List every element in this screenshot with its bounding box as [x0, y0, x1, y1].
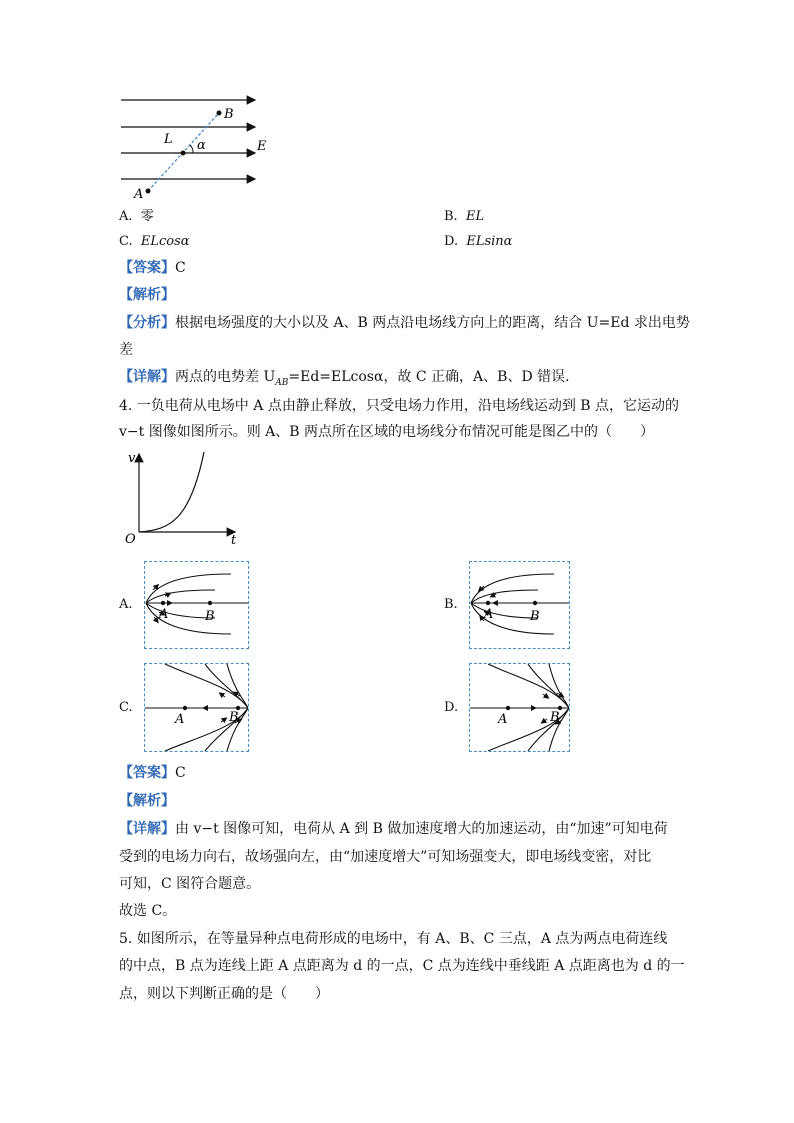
point-a-label: A [498, 712, 508, 727]
q3-fenxi [119, 313, 690, 333]
label-b: B [224, 107, 234, 122]
q3-option-c [119, 233, 190, 251]
q4-option-c-letter: C. [119, 700, 133, 715]
option-text: EL [465, 209, 485, 224]
vt-graph [120, 450, 250, 546]
point-b-label: B [229, 710, 239, 725]
q3-fenxi-cont: 差 [119, 342, 133, 358]
option-text: 零 [140, 209, 154, 224]
label-e: E [257, 139, 267, 154]
label-l: L [164, 132, 173, 147]
label-alpha: α [197, 138, 206, 153]
q3-analysis-heading [119, 285, 175, 305]
analysis-tag: 【解析】 [119, 793, 175, 809]
option-text: ELsinα [466, 234, 513, 249]
answer-value: C [175, 765, 186, 781]
label-a: A [134, 187, 144, 202]
analysis-tag: 【解析】 [119, 287, 175, 303]
q3-option-a [119, 208, 154, 226]
detail-text: 由 v−t 图像可知，电荷从 A 到 B 做加速度增大的加速运动，由“加速”可知电荷 [175, 821, 668, 837]
point-mid [181, 151, 186, 156]
q4-analysis-heading [119, 791, 175, 811]
q4-stem-1: 4. 一负电荷从电场中 A 点由静止释放，只受电场力作用，沿电场线运动到 B 点，它运动的 [119, 398, 680, 414]
q4-option-a-letter: A. [119, 597, 133, 612]
vt-curve [139, 452, 204, 532]
option-letter: B. [444, 209, 458, 224]
answer-value: C [175, 260, 186, 276]
point-a [146, 189, 151, 194]
q4-option-b-box [469, 561, 570, 649]
angle-arc [190, 145, 193, 153]
q3-answer [119, 258, 186, 278]
q4-detail-3: 可知，C 图符合题意。 [119, 876, 261, 892]
q3-option-b [444, 208, 484, 226]
q4-conclusion: 故选 C。 [119, 903, 177, 919]
detail-pre: 两点的电势差 U [175, 369, 276, 385]
q4-option-d-box [469, 663, 570, 752]
q4-option-b-letter: B. [444, 597, 458, 612]
uniform-field-figure [115, 92, 275, 202]
point-b [217, 111, 222, 116]
q5-stem-1: 5. 如图所示，在等量异种点电荷形成的电场中，有 A、B、C 三点，A 点为两点电荷连线 [119, 931, 668, 947]
point-a-label: A [484, 607, 494, 622]
option-letter: A. [119, 209, 133, 224]
q4-stem-2: v−t 图像如图所示。则 A、B 两点所在区域的电场线分布情况可能是图乙中的（ ） [119, 424, 655, 440]
q3-option-d [444, 233, 512, 251]
q5-stem-2: 的中点，B 点为连线上距 A 点距离为 d 的一点，C 点为连线中垂线距 A 点距离也为 d 的一 [119, 958, 685, 974]
point-b-label: B [205, 609, 215, 624]
q4-option-c-box [144, 663, 249, 752]
point-a-label: A [159, 607, 169, 622]
q3-detail [119, 367, 579, 393]
detail-post: =Ed=ELcosα，故 C 正确，A、B、D 错误． [288, 369, 580, 385]
fenxi-tag: 【分析】 [119, 315, 175, 331]
option-text: ELcosα [140, 234, 190, 249]
point-a-label: A [175, 712, 185, 727]
fenxi-text: 根据电场强度的大小以及 A、B 两点沿电场线方向上的距离，结合 U=Ed 求出电势 [175, 315, 690, 331]
detail-tag: 【详解】 [119, 369, 175, 385]
q4-detail-2: 受到的电场力向右，故场强向左，由“加速度增大”可知场强变大，即电场线变密，对比 [119, 849, 652, 865]
v-axis-label: v [128, 451, 136, 466]
q4-option-d-letter: D. [444, 700, 459, 715]
option-letter: C. [119, 234, 133, 249]
field-diagram-c [145, 664, 248, 751]
answer-tag: 【答案】 [119, 260, 175, 276]
field-diagram-d [470, 664, 569, 751]
field-diagram-b [470, 562, 569, 648]
detail-sub: AB [275, 377, 289, 388]
q4-answer [119, 763, 186, 783]
q4-option-a-box [144, 561, 249, 649]
detail-tag: 【详解】 [119, 821, 175, 837]
answer-tag: 【答案】 [119, 765, 175, 781]
point-b-label: B [550, 710, 560, 725]
q4-detail-1 [119, 819, 668, 839]
origin-label: O [125, 532, 136, 546]
q5-stem-3: 点，则以下判断正确的是（ ） [119, 986, 329, 1002]
option-letter: D. [444, 234, 459, 249]
field-diagram-a [145, 562, 248, 648]
point-b-label: B [530, 609, 540, 624]
t-axis-label: t [231, 533, 237, 546]
